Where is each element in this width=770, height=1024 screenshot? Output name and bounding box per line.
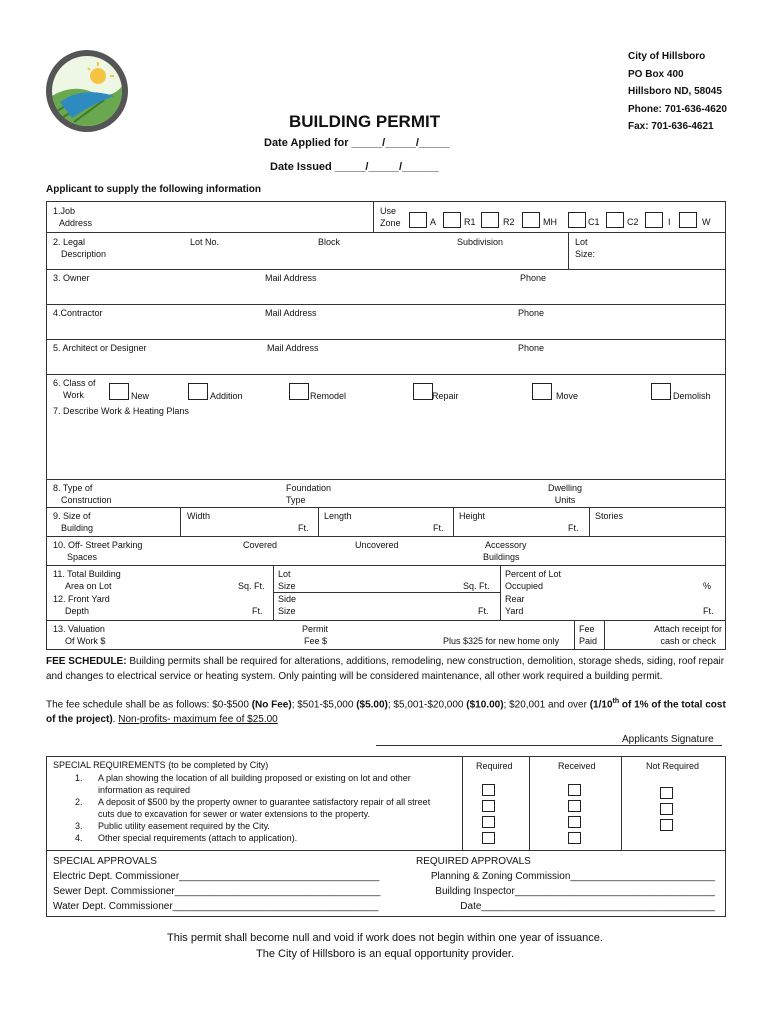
owner-label: 3. Owner bbox=[53, 273, 90, 283]
class-repair-checkbox[interactable] bbox=[413, 383, 433, 400]
sewer-commissioner: Sewer Dept. Commissioner_____________________________________ bbox=[53, 886, 381, 897]
size-building-label: 9. Size of Building bbox=[53, 511, 94, 533]
architect-phone-label: Phone bbox=[518, 343, 545, 353]
fee-schedule-text: FEE SCHEDULE: Building permits shall be required for alterations, additions, remodeling, new construction, demolition, storage sheds, siding, roof repair and changes to electrical service or heating system. Only painting will be considered maintenance, all other work required a building permit. bbox=[46, 656, 725, 682]
width-label: Width bbox=[187, 511, 211, 521]
approval-date: Date__________________________________________ bbox=[460, 901, 715, 912]
zone-r1-checkbox[interactable] bbox=[443, 212, 461, 228]
zone-a-checkbox[interactable] bbox=[409, 212, 427, 228]
percent-lot-label: Percent of Lot Occupied bbox=[505, 569, 562, 591]
logo-emblem bbox=[52, 56, 122, 126]
date-issued[interactable]: Date Issued _____/_____/______ bbox=[270, 161, 439, 173]
date-applied[interactable]: Date Applied for _____/_____/_____ bbox=[264, 137, 450, 149]
zone-c2-label: C2 bbox=[627, 217, 639, 227]
rear-ft: Ft. bbox=[703, 606, 714, 616]
class-demolish-checkbox[interactable] bbox=[651, 383, 671, 400]
class-addition-checkbox[interactable] bbox=[188, 383, 208, 400]
describe-work-field[interactable] bbox=[50, 418, 720, 476]
zone-c2-checkbox[interactable] bbox=[606, 212, 624, 228]
footer bbox=[0, 930, 770, 962]
length-ft: Ft. bbox=[433, 523, 444, 533]
rear-yard-label: Rear Yard bbox=[505, 594, 525, 616]
side-ft: Ft. bbox=[478, 606, 489, 616]
footer-null-void: This permit shall become null and void if work does not begin within one year of issuance. bbox=[167, 932, 603, 944]
percent-sign: % bbox=[703, 581, 712, 591]
city-phone: Phone: 701-636-4620 bbox=[628, 103, 727, 115]
valuation-label: 13. Valuation Of Work $ bbox=[53, 624, 106, 646]
type-construction-label: 8. Type of Construction bbox=[53, 483, 112, 505]
front-yard-ft: Ft. bbox=[252, 606, 263, 616]
stories-label: Stories bbox=[595, 511, 624, 521]
architect-mail-label: Mail Address bbox=[267, 343, 319, 353]
page-title: BUILDING PERMIT bbox=[289, 112, 441, 131]
height-label: Height bbox=[459, 511, 486, 521]
permit-fee-label: Permit Fee $ bbox=[302, 624, 329, 646]
architect-label: 5. Architect or Designer bbox=[53, 343, 147, 353]
owner-mail-label: Mail Address bbox=[265, 273, 317, 283]
covered-label: Covered bbox=[243, 540, 278, 550]
accessory-buildings-label: Accessory Buildings bbox=[483, 540, 527, 562]
class-repair-label: Repair bbox=[432, 391, 459, 401]
width-ft: Ft. bbox=[298, 523, 309, 533]
class-move-label: Move bbox=[556, 391, 579, 401]
zone-mh-label: MH bbox=[543, 217, 557, 227]
class-demolish-label: Demolish bbox=[673, 391, 711, 401]
special-requirements-title: SPECIAL REQUIREMENTS (to be completed by City) bbox=[53, 760, 269, 770]
offstreet-label: 10. Off- Street Parking Spaces bbox=[53, 540, 143, 562]
city-info bbox=[628, 48, 727, 136]
class-new-checkbox[interactable] bbox=[109, 383, 129, 400]
front-yard-label: 12. Front Yard Depth bbox=[53, 594, 110, 616]
city-fax: Fax: 701-636-4621 bbox=[628, 121, 714, 132]
received-checkbox-1[interactable] bbox=[568, 784, 581, 796]
not-required-checkbox-1[interactable] bbox=[660, 787, 673, 799]
contractor-phone-label: Phone bbox=[518, 308, 545, 318]
planning-zoning: Planning & Zoning Commission__________________________ bbox=[430, 871, 715, 882]
height-ft: Ft. bbox=[568, 523, 579, 533]
class-move-checkbox[interactable] bbox=[532, 383, 552, 400]
city-po: PO Box 400 bbox=[628, 68, 684, 80]
required-header: Required bbox=[476, 761, 513, 771]
received-checkbox-3[interactable] bbox=[568, 816, 581, 828]
water-commissioner: Water Dept. Commissioner_____________________________________ bbox=[53, 901, 379, 912]
fee-paid-label: Fee Paid bbox=[579, 624, 598, 646]
block-label: Block bbox=[318, 237, 341, 247]
subdivision-label: Subdivision bbox=[457, 237, 504, 247]
zone-i-checkbox[interactable] bbox=[645, 212, 663, 228]
city-logo bbox=[46, 50, 128, 132]
foundation-type-label: Foundation Type bbox=[286, 483, 332, 505]
required-approvals bbox=[401, 869, 715, 914]
signature-label: Applicants Signature bbox=[622, 734, 714, 745]
not-required-header: Not Required bbox=[646, 761, 700, 771]
use-zone-label: Use Zone bbox=[380, 206, 401, 228]
nonprofit-note: Non-profits- maximum fee of $25.00 bbox=[118, 714, 278, 726]
zone-w-label: W bbox=[702, 217, 711, 227]
applicant-note: Applicant to supply the following information bbox=[46, 184, 261, 195]
fee-schedule-amounts: The fee schedule shall be as follows: $0-$500 (No Fee); $501-$5,000 ($5.00); $5,001-$20,000 ($10.00); $20,001 and over (1/10th of 1% of the total cost of the project). Non-profits- maximum fee of $25.00 bbox=[46, 698, 726, 726]
not-required-checkbox-2[interactable] bbox=[660, 803, 673, 815]
received-header: Received bbox=[558, 761, 596, 771]
special-approvals-title: SPECIAL APPROVALS bbox=[53, 856, 157, 867]
received-checkbox-2[interactable] bbox=[568, 800, 581, 812]
city-name: City of Hillsboro bbox=[628, 51, 706, 62]
city-address: Hillsboro ND, 58045 bbox=[628, 86, 722, 97]
footer-equal-opportunity: The City of Hillsboro is an equal opportunity provider. bbox=[255, 948, 515, 960]
lot-size2-label: Lot Size bbox=[278, 569, 296, 591]
zone-mh-checkbox[interactable] bbox=[522, 212, 540, 228]
required-checkbox-3[interactable] bbox=[482, 816, 495, 828]
required-approvals-title: REQUIRED APPROVALS bbox=[416, 856, 531, 867]
zone-c1-checkbox[interactable] bbox=[568, 212, 586, 228]
class-addition-label: Addition bbox=[210, 391, 243, 401]
not-required-checkbox-3[interactable] bbox=[660, 819, 673, 831]
zone-r2-checkbox[interactable] bbox=[481, 212, 499, 228]
special-requirements-list: 1. A plan showing the location of all building proposed or existing on lot and other information as required 2. A deposit of $500 by the property owner to guarantee satisfactory repair of all street cuts due to excavation for sewer or water extensions to the property. 3. Public utility easement required by the City. 4. Other special requirements (attach to application). bbox=[75, 773, 431, 843]
lot-size-sqft: Sq. Ft. bbox=[463, 581, 490, 591]
side-size-label: Side Size bbox=[278, 594, 297, 616]
zone-w-checkbox[interactable] bbox=[679, 212, 697, 228]
class-remodel-label: Remodel bbox=[310, 391, 347, 401]
received-checkbox-4[interactable] bbox=[568, 832, 581, 844]
building-inspector: Building Inspector____________________________________ bbox=[435, 886, 715, 897]
required-checkbox-1[interactable] bbox=[482, 784, 495, 796]
contractor-label: 4.Contractor bbox=[53, 308, 103, 318]
uncovered-label: Uncovered bbox=[355, 540, 399, 550]
attach-receipt-label: Attach receipt for cash or check bbox=[653, 624, 722, 646]
legal-label: 2. Legal Description bbox=[53, 237, 107, 259]
length-label: Length bbox=[324, 511, 352, 521]
zone-c1-label: C1 bbox=[588, 217, 600, 227]
zone-a-label: A bbox=[430, 217, 437, 227]
dwelling-units-label: Dwelling Units bbox=[548, 483, 583, 505]
required-checkbox-4[interactable] bbox=[482, 832, 495, 844]
class-remodel-checkbox[interactable] bbox=[289, 383, 309, 400]
zone-r2-label: R2 bbox=[503, 217, 515, 227]
lot-no-label: Lot No. bbox=[190, 237, 220, 247]
lot-size-label: Lot Size: bbox=[575, 237, 596, 259]
zone-r1-label: R1 bbox=[464, 217, 476, 227]
class-new-label: New bbox=[131, 391, 150, 401]
required-checkbox-2[interactable] bbox=[482, 800, 495, 812]
describe-label: 7. Describe Work & Heating Plans bbox=[53, 406, 189, 416]
electric-commissioner: Electric Dept. Commissioner____________________________________ bbox=[53, 871, 380, 882]
total-building-label: 11. Total Building Area on Lot bbox=[53, 569, 121, 591]
job-label: 1.Job Address bbox=[53, 206, 93, 228]
class-of-work-label: 6. Class of Work bbox=[53, 378, 96, 400]
total-building-sqft: Sq. Ft. bbox=[238, 581, 265, 591]
contractor-mail-label: Mail Address bbox=[265, 308, 317, 318]
zone-i-label: I bbox=[668, 217, 671, 227]
special-approvals bbox=[53, 854, 380, 914]
plus-new-home: Plus $325 for new home only bbox=[443, 636, 560, 646]
owner-phone-label: Phone bbox=[520, 273, 547, 283]
